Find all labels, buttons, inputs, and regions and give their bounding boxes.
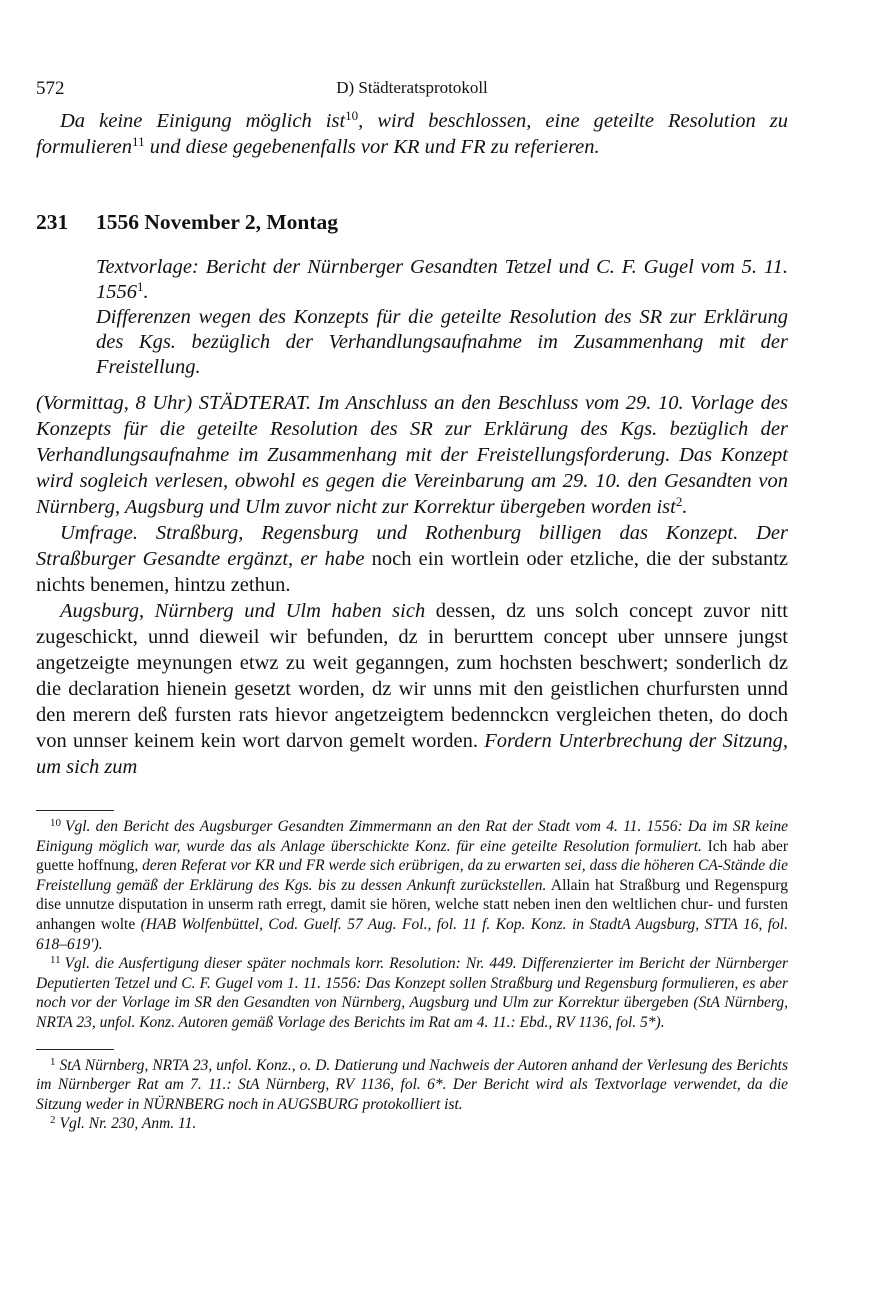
footnote-quote: Ich hab aber guette hoffnung, [36,837,788,875]
intro-paragraph [36,108,788,160]
footnote-separator-2 [36,1049,114,1050]
footnote-number: 11 [50,954,61,967]
textvorlage-text: Textvorlage: Bericht der Nürnberger Gesandten Tetzel und C. F. Gugel vom 5. 11. 1556 [96,256,788,303]
p1-italic: (Vormittag, 8 Uhr) STÄDTERAT. Im Anschluss an den Beschluss vom 29. 10. Vorlage des Konzepts für die geteilte Resolution des SR zur Erklärung des Kgs. bezüglich der Verhandlungsaufnahme im Zusammenhang mit der Freistellungsforderung. Das Konzept wird sogleich verlesen, obwohl es gegen die Vereinbarung am 29. 10. den Gesandten von Nürnberg, Augsburg und Ulm zuvor nicht zur Korrektur übergeben worden ist [36,392,788,518]
footnote-ref-11[interactable]: 11 [132,134,145,149]
book-page [36,78,788,1134]
textvorlage [96,255,788,305]
p1-end: . [682,496,688,518]
document-date: 1556 November 2, Montag [96,210,339,234]
footnote-ref-10[interactable]: 10 [345,108,359,123]
footnote-number: 2 [50,1114,56,1127]
page-number: 572 [36,78,65,99]
p2-italic: Umfrage. Straßburg, Regensburg und Rothenburg billigen das Konzept. Der Straßburger Gesandte ergänzt, er habe [36,522,788,570]
footnote-separator [36,810,114,811]
document-number: 231 [36,210,69,234]
intro-text-1: Da keine Einigung möglich ist [60,110,346,132]
document-meta [96,255,788,380]
document-heading [36,210,788,235]
p3-quote: dessen, dz uns solch concept zuvor nitt zugeschickt, unnd dieweil wir befunden, dz in berurttem concept uber unnsere jungst angetzeigte meynungen etwz zu weit geganngen, zum hochsten beschwert; sonderlich dz die declaration hienein gesetzt worden, dz wir unns mit den geistlichen churfursten unnd den merern deß fursten rats hievor angetzeigtem bedennckcn vergleichen theten, do doch von unnser keinem kein wort darvon gemelt worden. [36,600,788,752]
footnote-number: 10 [50,817,61,829]
p2-quote: noch ein wortlein oder etzliche, die der substantz nichts benemen, hintzu zethun. [36,548,788,596]
main-paragraph-2 [36,520,788,598]
footnote-10 [36,817,788,954]
main-text [36,390,788,780]
intro-text-2: , wird beschlossen, eine geteilte Resolution zu formulieren [36,110,789,158]
intro-text-3: und diese gegebenenfalls vor KR und FR zu referieren. [144,136,600,158]
main-paragraph-3 [36,598,788,780]
footnote-source: (HAB Wolfenbüttel, Cod. Guelf. 57 Aug. Fol., fol. 11 f. Kop. Konz. in StadtA Augsburg, STTA 16, fol. 618–619'). [36,915,788,953]
regest: Differenzen wegen des Konzepts für die geteilte Resolution des SR zur Erklärung des Kgs. bezüglich der Verhandlungsaufnahme im Zusammenhang mit der Freistellung. [96,306,788,378]
footnote-text: Vgl. Nr. 230, Anm. 11. [59,1115,197,1133]
p3-italic-end: Fordern Unterbrechung der Sitzung, um sich zum [36,730,788,778]
footnote-1 [36,1056,788,1115]
footnote-text: Vgl. den Bericht des Augsburger Gesandten Zimmermann an den Rat der Stadt vom 4. 11. 1556: Da im SR keine Einigung möglich war, wurde das als Anlage überschickte Konz. für eine geteilte Resolution formuliert. [36,818,788,855]
footnote-ref-1[interactable]: 1 [137,279,144,294]
footnote-2 [36,1114,788,1134]
page-header [36,78,788,108]
p3-italic: Augsburg, Nürnberg und Ulm haben sich [60,600,426,622]
textvorlage-end: . [143,281,149,303]
footnote-quote: Allain hat Straßburg und Regenspurg dise unnutze disputation in unserm rath erregt, damit sie hören, welche statt neben inen den weltlichen chur- und fursten anhangen wolte [36,876,789,933]
footnote-text: StA Nürnberg, NRTA 23, unfol. Konz., o. D. Datierung und Nachweis der Autoren anhand der Verlesung des Berichts im Nürnberger Rat am 7. 11.: StA Nürnberg, RV 1136, fol. 6*. Der Bericht wird als Textvorlage verwendet, da die Sitzung weder in NÜRNBERG noch in AUGSBURG protokolliert ist. [36,1056,788,1113]
footnote-ref-2[interactable]: 2 [675,494,683,509]
footnote-text: deren Referat vor KR und FR werde sich erübrigen, da zu erwarten sei, dass die höheren CA-Stände die Freistellung gemäß der Erklärung des Kgs. bis zu dessen Ankunft zurückstellen. [36,857,788,894]
footnote-number: 1 [50,1055,56,1068]
main-paragraph-1 [36,390,788,520]
footnote-text: Vgl. die Ausfertigung dieser später nochmals korr. Resolution: Nr. 449. Differenzierter im Bericht der Nürnberger Deputierten Tetzel und C. F. Gugel vom 1. 11. 1556: Das Konzept sollen Straßburg und Regensburg formulieren, es aber noch vor der Vorlage im SR den Gesandten von Nürnberg, Augsburg und Ulm zur Korrektur übergeben (StA Nürnberg, NRTA 23, unfol. Konz. Autoren gemäß Vorlage des Berichts im Rat am 4. 11.: Ebd., RV 1136, fol. 5*). [36,955,788,1031]
running-title: D) Städteratsprotokoll [336,78,488,97]
footnote-11 [36,954,788,1032]
